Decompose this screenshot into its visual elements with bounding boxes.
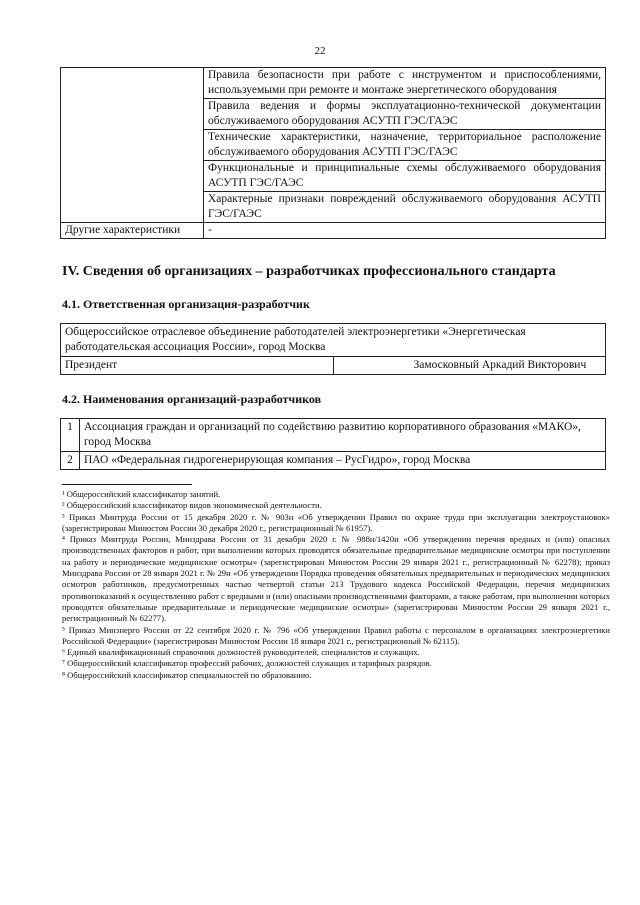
footnote: ⁸ Общероссийский классификатор специальностей по образованию. (62, 669, 312, 680)
table-cell: Правила ведения и формы эксплуатационно-технической документации обслуживаемого оборудования АСУТП ГЭС/ГАЭС (204, 99, 606, 130)
footnotes (62, 489, 610, 681)
section-title: IV. Сведения об организациях – разработчиках профессионального стандарта (62, 264, 556, 279)
table-row (61, 192, 606, 223)
footnote: ⁴ Приказ Минтруда России, Минздрава России от 31 декабря 2020 г. № 988н/1420н «Об утверждении перечня вредных и (или) опасных производственных факторов и работ, при выполнении которых проводятся обязательные предварительные медицинские осмотры при поступлении на работу и периодические медицинские осмотры» (зарегистрирован Минюстом России 29 января 2021 г., регистрационный № 62278); приказ Минздрава России от 28 января 2021 г. № 29н «Об утверждении Порядка проведения обязательных предварительных и периодических медицинских осмотров работников, предусмотренных частью четвертой статьи 213 Трудового кодекса Российской Федерации, перечня медицинских противопоказаний к осуществлению работ с вредными и (или) опасными производственными факторами, а также работам, при выполнении которых проводятся обязательные предварительные и периодические медицинские осмотры» (зарегистрирован Минюстом России 29 января 2021 г., регистрационный № 62277). (62, 534, 611, 624)
table-cell: Функциональные и принципиальные схемы обслуживаемого оборудования АСУТП ГЭС/ГАЭС (204, 161, 606, 192)
table-row (61, 223, 606, 239)
table-row (61, 419, 606, 452)
footnote: ² Общероссийский классификатор видов экономической деятельности. (62, 500, 322, 511)
org-position: Президент (61, 357, 334, 375)
label-cell (61, 99, 204, 130)
label-cell (61, 68, 204, 99)
requirements-table (60, 67, 606, 239)
table-cell: Характерные признаки повреждений обслуживаемого оборудования АСУТП ГЭС/ГАЭС (204, 192, 606, 223)
table-row (61, 99, 606, 130)
label-cell (61, 161, 204, 192)
table-row (61, 324, 606, 357)
row-number: 1 (61, 419, 80, 452)
label-cell (61, 130, 204, 161)
subsection-title: 4.2. Наименования организаций-разработчиков (62, 392, 322, 406)
table-row (61, 68, 606, 99)
table-row (61, 357, 606, 375)
table-row (61, 130, 606, 161)
page-number: 22 (314, 45, 326, 57)
table-cell: Правила безопасности при работе с инструментом и приспособлениями, используемыми при ремонте и монтаже энергетического оборудования (204, 68, 606, 99)
org-name: Общероссийское отраслевое объединение работодателей электроэнергетики «Энергетическая работодательская ассоциация России», город Москва (61, 324, 606, 357)
developer-name: Ассоциация граждан и организаций по содействию развитию корпоративного образования «МАКО», город Москва (80, 419, 606, 452)
footnote: ³ Приказ Минтруда России от 15 декабря 2020 г. № 903н «Об утверждении Правил по охране труда при эксплуатации электроустановок» (зарегистрирован Минюстом России 30 декабря 2020 г., регистрационный № 61957). (62, 511, 610, 533)
developer-name: ПАО «Федеральная гидрогенерирующая компания – РусГидро», город Москва (80, 452, 606, 470)
table-row (61, 452, 606, 470)
developers-table (60, 418, 606, 470)
subsection-title: 4.1. Ответственная организация-разработчик (62, 297, 310, 311)
footnote-separator (62, 484, 192, 485)
row-number: 2 (61, 452, 80, 470)
footnote: ⁵ Приказ Минэнерго России от 22 сентября 2020 г. № 796 «Об утверждении Правил работы с персоналом в организациях электроэнергетики Российской Федерации» (зарегистрирован Минюстом России 18 января 2021 г., регистрационный № 62115). (62, 624, 610, 646)
responsible-org-table (60, 323, 606, 375)
table-row (61, 161, 606, 192)
other-characteristics-label: Другие характеристики (61, 223, 204, 239)
footnote: ¹ Общероссийский классификатор занятий. (62, 489, 221, 499)
table-cell: Технические характеристики, назначение, территориальное расположение обслуживаемого оборудования АСУТП ГЭС/ГАЭС (204, 130, 606, 161)
footnote: ⁷ Общероссийский классификатор профессий рабочих, должностей служащих и тарифных разрядов. (62, 658, 432, 669)
footnote: ⁶ Единый квалификационный справочник должностей руководителей, специалистов и служащих. (62, 647, 420, 658)
label-cell (61, 192, 204, 223)
other-characteristics-value: - (204, 223, 606, 239)
org-person: Замосковный Аркадий Викторович (333, 357, 606, 375)
